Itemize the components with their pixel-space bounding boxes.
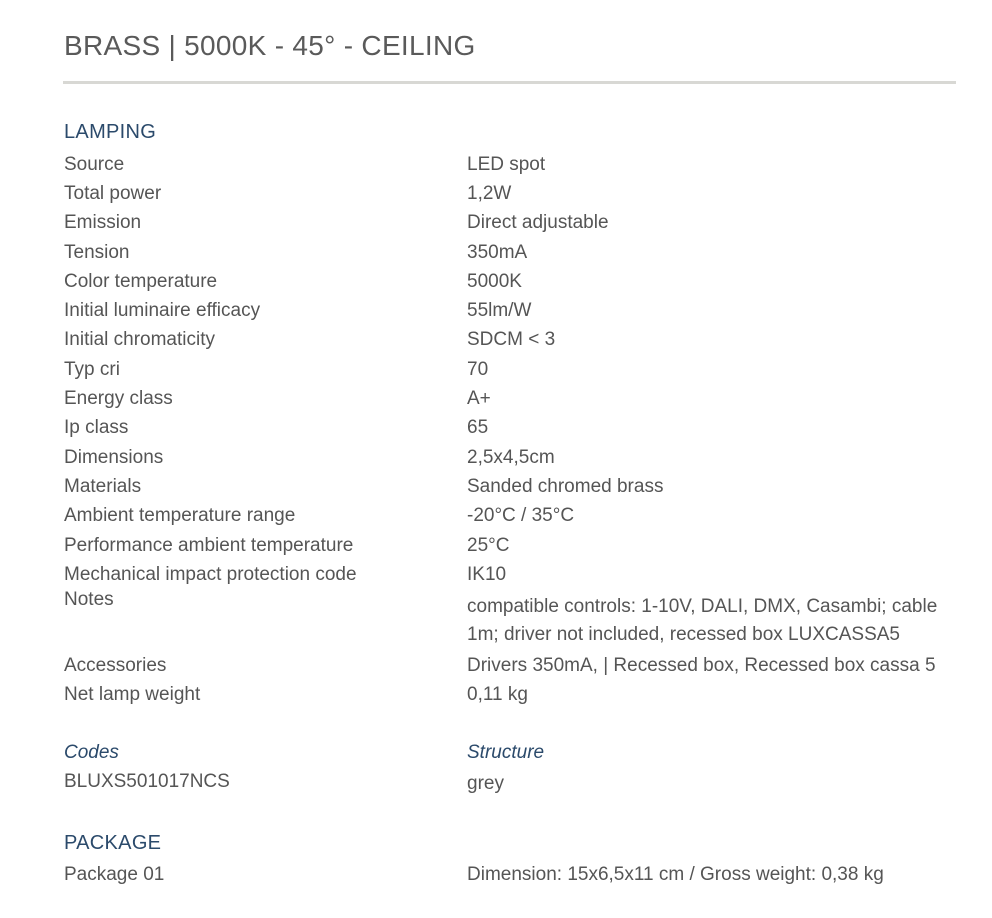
spec-label: Initial chromaticity [64, 329, 215, 351]
spec-row-typ-cri [64, 355, 944, 384]
spec-value: 25°C [467, 534, 510, 556]
spec-value: 350mA [467, 241, 528, 263]
spec-row-total-power [64, 179, 944, 208]
title-divider [63, 81, 956, 84]
spec-row-source [64, 150, 944, 179]
structure-value: grey [467, 773, 504, 794]
spec-row-performance-ambient-temperature [64, 531, 944, 560]
spec-row-accessories [64, 651, 944, 680]
lamping-heading: LAMPING [64, 121, 157, 143]
spec-value: A+ [467, 388, 491, 410]
spec-value: 5000K [467, 270, 522, 292]
spec-value: Drivers 350mA, | Recessed box, Recessed box cassa 5 [467, 655, 936, 677]
spec-label: Initial luminaire efficacy [64, 300, 261, 322]
spec-value: 0,11 kg [467, 684, 528, 706]
spec-row-impact-protection [64, 560, 944, 589]
spec-row-dimensions [64, 443, 944, 472]
spec-label: Dimensions [64, 446, 164, 468]
spec-row-materials [64, 472, 944, 501]
spec-label: Performance ambient temperature [64, 534, 354, 556]
spec-value: compatible controls: 1-10V, DALI, DMX, Casambi; cable 1m; driver not included, recessed box LUXCASSA5 [467, 596, 938, 646]
spec-label: Source [64, 153, 125, 175]
spec-row-net-lamp-weight [64, 681, 944, 710]
codes-heading: Codes [64, 742, 119, 763]
spec-label: Typ cri [64, 358, 120, 380]
spec-row-chromaticity [64, 326, 944, 355]
spec-row-notes [64, 589, 944, 651]
structure-heading: Structure [467, 742, 545, 763]
spec-label: Total power [64, 182, 162, 204]
spec-value: 2,5x4,5cm [467, 446, 555, 468]
spec-label: Materials [64, 475, 142, 497]
spec-label: Ip class [64, 417, 129, 439]
spec-value: SDCM < 3 [467, 329, 556, 351]
spec-row-emission [64, 209, 944, 238]
spec-value: 70 [467, 358, 489, 380]
page-title: BRASS | 5000K - 45° - CEILING [64, 30, 476, 61]
spec-label: Accessories [64, 655, 167, 677]
spec-value: -20°C / 35°C [467, 505, 575, 527]
spec-label: Ambient temperature range [64, 505, 296, 527]
package-value: Dimension: 15x6,5x11 cm / Gross weight: 0,38 kg [467, 864, 884, 885]
spec-value: Direct adjustable [467, 212, 609, 234]
lamping-spec-table [64, 150, 944, 710]
spec-label: Mechanical impact protection code [64, 563, 357, 585]
spec-label: Emission [64, 212, 142, 234]
package-heading: PACKAGE [64, 832, 162, 854]
spec-value: IK10 [467, 563, 507, 585]
spec-row-ambient-temperature-range [64, 502, 944, 531]
spec-row-tension [64, 238, 944, 267]
spec-row-efficacy [64, 296, 944, 325]
spec-label: Tension [64, 241, 130, 263]
spec-label: Color temperature [64, 270, 218, 292]
spec-row-energy-class [64, 384, 944, 413]
spec-value: 55lm/W [467, 300, 532, 322]
spec-label: Energy class [64, 388, 173, 410]
spec-row-color-temperature [64, 267, 944, 296]
spec-row-ip-class [64, 414, 944, 443]
package-label: Package 01 [64, 864, 165, 885]
spec-value: 1,2W [467, 182, 512, 204]
spec-label: Notes [64, 589, 114, 611]
spec-value: Sanded chromed brass [467, 475, 664, 497]
spec-value: LED spot [467, 153, 546, 175]
codes-value: BLUXS501017NCS [64, 771, 230, 792]
spec-value: 65 [467, 417, 489, 439]
spec-label: Net lamp weight [64, 684, 201, 706]
